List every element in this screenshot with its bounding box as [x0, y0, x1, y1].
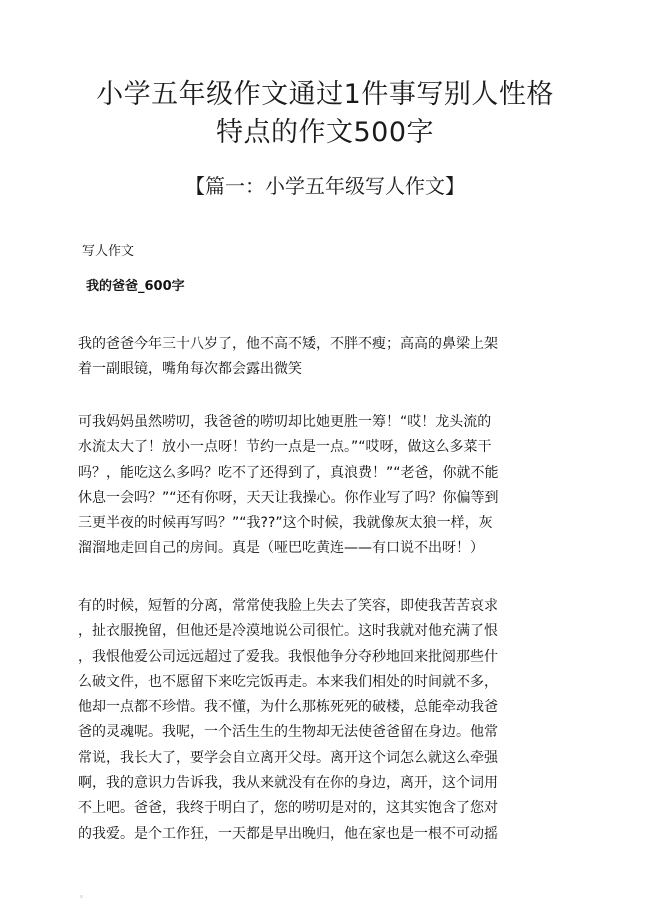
paragraph-line: 么破文件，也不愿留下来吃完饭再走。本来我们相处的时间就不多，: [78, 673, 498, 690]
title-line: 小学五年级作文通过1件事写别人性格: [96, 79, 554, 110]
paragraph-line: 水流太大了！放小一点呀！节约一点是一点。”“哎呀，做这么多菜干: [78, 439, 492, 456]
paragraph-line: 着一副眼镜，嘴角每次都会露出微笑: [78, 361, 302, 378]
paragraph-3: [78, 594, 578, 847]
title-line: 特点的作文500字: [215, 117, 435, 148]
paragraph-line: ，我恨他爱公司远远超过了爱我。我恨他争分夺秒地回来批阅那些什: [78, 648, 498, 665]
paragraph-line: 休息一会吗？”“还有你呀，天天让我操心。你作业写了吗？你偏等到: [78, 489, 499, 506]
paragraph-line: 啊，我的意识力告诉我，我从来就没有在你的身边，离开，这个词用: [78, 775, 498, 792]
paragraph-line: 常说，我长大了，要学会自立离开父母。离开这个词怎么就这么牵强: [78, 749, 498, 766]
paragraph-line: 不上吧。爸爸，我终于明白了，您的唠叨是对的，这其实饱含了您对: [78, 800, 498, 817]
category-label: 写人作文: [82, 244, 135, 259]
paragraph-line: 我的爸爸今年三十八岁了，他不高不矮，不胖不瘦；高高的鼻梁上架: [78, 336, 498, 352]
paragraph-line: 有的时候，短暂的分离，常常使我脸上失去了笑容，即使我苦苦哀求: [78, 598, 498, 614]
paragraph-line: 可我妈妈虽然唠叨，我爸爸的唠叨却比她更胜一筹！“哎！龙头流的: [78, 414, 492, 430]
paragraph-line: 的我爱。是个工作狂，一天都是早出晚归，他在家也是一根不可动摇: [78, 825, 498, 842]
paragraph-line: 三更半夜的时候再写吗？”“我??”这个时候，我就像灰太狼一样，灰: [78, 515, 493, 532]
paragraph-line: 爸的灵魂呢。我呢，一个活生生的生物却无法使爸爸留在身边。他常: [78, 724, 498, 741]
document-title: [40, 76, 610, 152]
paragraph-line: 吗？，能吃这么多吗？吃不了还得到了，真浪费！”“老爸，你就不能: [78, 464, 499, 481]
paragraph-1: [78, 332, 578, 383]
page-corner-mark: [80, 895, 83, 898]
paragraph-2: [78, 410, 578, 562]
paragraph-line: ，扯衣服挽留，但他还是冷漠地说公司很忙。这时我就对他充满了恨: [78, 623, 498, 640]
paragraph-line: 溜溜地走回自己的房间。真是（哑巴吃黄连——有口说不出呀！）: [78, 540, 484, 557]
section-heading: 【篇一：小学五年级写人作文】: [185, 174, 465, 198]
essay-subtitle: 我的爸爸_600字: [86, 279, 185, 294]
paragraph-line: 他却一点都不珍惜。我不懂，为什么那栋死死的破楼，总能牵动我爸: [78, 699, 498, 716]
